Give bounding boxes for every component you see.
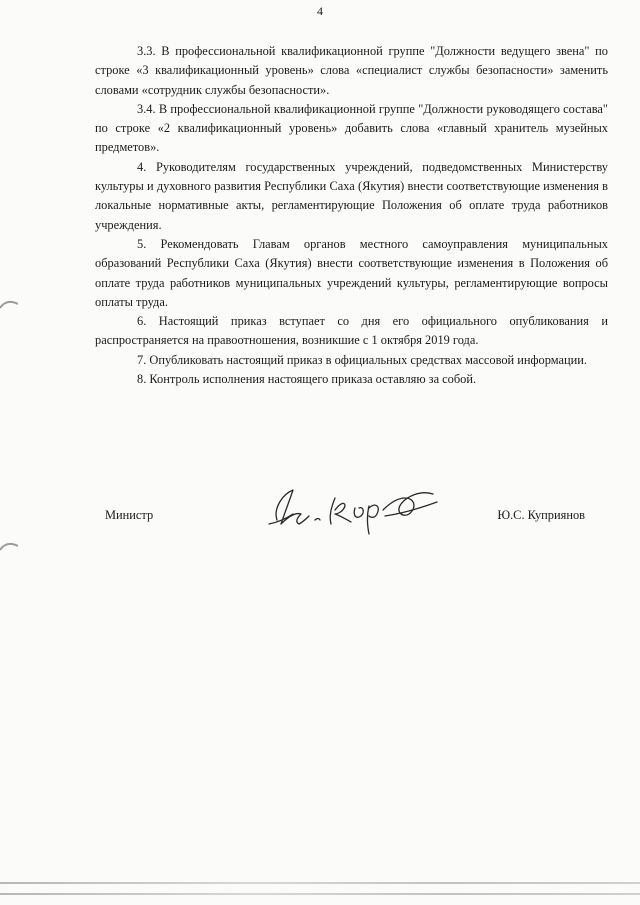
signer-name: Ю.С. Куприянов [497,508,585,522]
page-number: 4 [317,4,323,18]
handwritten-signature [265,468,445,538]
binder-hole-mark-top [0,300,18,310]
scan-edge-line [0,882,640,884]
paragraph-4: 4. Руководителям государственных учреждений, подведомственных Министерству культуры и духовного развития Республики Саха (Якутия) внести соответствующие изменения в локальные нормативные акты, регламентирующие Положения об оплате труда работников учреждения. [95,159,608,232]
paragraph-6: 6. Настоящий приказ вступает со дня его официального опубликования и распространяется на правоотношения, возникшие с 1 октября 2019 года. [95,314,608,348]
signer-title: Министр [105,508,154,522]
paragraph-8: 8. Контроль исполнения настоящего приказа оставляю за собой. [137,372,477,387]
binder-hole-mark-bottom [0,542,18,552]
paragraph-3-3: 3.3. В профессиональной квалификационной группе "Должности ведущего звена" по строке «3 квалификационный уровень» слова «специалист службы безопасности» заменить словами «сотрудник службы безопасности». [95,44,608,97]
signature-block [105,496,585,546]
scan-edge-line [0,893,640,895]
paragraph-5: 5. Рекомендовать Главам органов местного самоуправления муниципальных образований Республики Саха (Якутия) внести соответствующие изменения в Положения об оплате труда работников муниципальных учреждений культуры, регламентирующие вопросы оплаты труда. [95,236,608,309]
paragraph-7: 7. Опубликовать настоящий приказ в официальных средствах массовой информации. [137,352,588,367]
paragraph-3-4: 3.4. В профессиональной квалификационной группе "Должности руководящего состава" по строке «2 квалификационный уровень» добавить слова «главный хранитель музейных предметов». [95,101,608,155]
document-body [95,42,608,389]
